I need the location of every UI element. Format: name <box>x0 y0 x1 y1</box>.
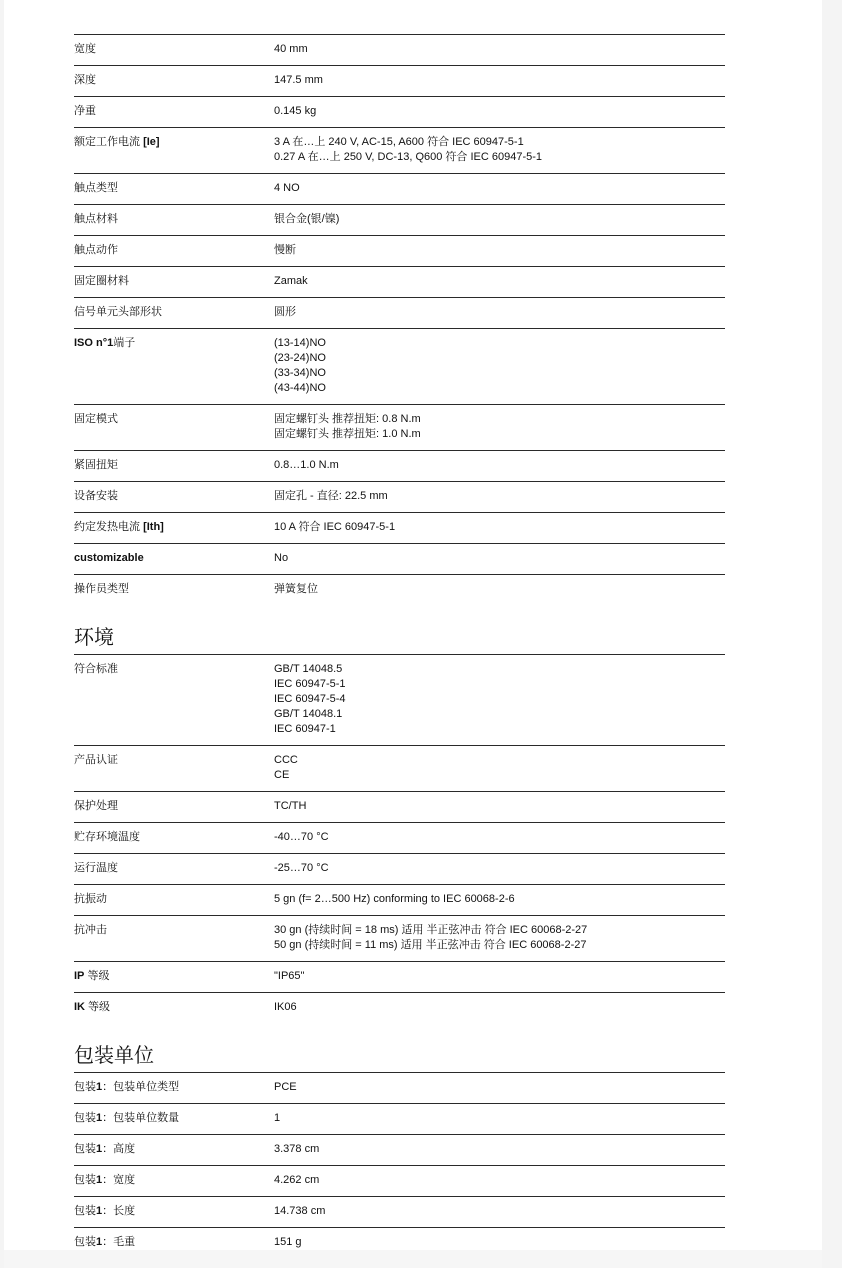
spec-value-line: 147.5 mm <box>274 74 323 86</box>
spec-label: ISO n°1端子 <box>74 337 136 349</box>
spec-value <box>274 861 725 876</box>
spec-value-line: 10 A 符合 IEC 60947-5-1 <box>274 521 396 533</box>
spec-value <box>274 274 725 289</box>
spec-label: 贮存环境温度 <box>74 831 140 843</box>
spec-row <box>74 96 725 127</box>
spec-row <box>74 65 725 96</box>
spec-value <box>274 458 725 473</box>
spec-value <box>274 520 725 535</box>
spec-row <box>74 1196 725 1227</box>
spec-value <box>274 212 725 227</box>
spec-value <box>274 305 725 320</box>
spec-value-line: 40 mm <box>274 43 308 55</box>
spec-label: 宽度 <box>74 43 96 55</box>
spec-label: 额定工作电流 [Ie] <box>74 136 160 148</box>
spec-row <box>74 512 725 543</box>
spec-value <box>274 582 725 597</box>
spec-value-line: 固定孔 - 直径: 22.5 mm <box>274 490 388 502</box>
spec-value <box>274 551 725 566</box>
spec-value <box>274 1142 725 1157</box>
spec-content <box>74 34 725 1258</box>
spec-label: 包装1：长度 <box>74 1205 136 1217</box>
spec-label: 净重 <box>74 105 96 117</box>
spec-value-line: 弹簧复位 <box>274 583 318 595</box>
spec-value-line: 30 gn (持续时间 = 18 ms) 适用 半正弦冲击 符合 IEC 60068-2-27 <box>274 924 588 936</box>
spec-section <box>74 1044 725 1258</box>
spec-value-line: CCC <box>274 754 298 766</box>
spec-value-line: IK06 <box>274 1001 297 1013</box>
spec-value-line: GB/T 14048.1 <box>274 708 343 720</box>
spec-row <box>74 481 725 512</box>
spec-value <box>274 73 725 88</box>
spec-label: 包装1：包装单位类型 <box>74 1081 180 1093</box>
spec-row <box>74 915 725 961</box>
spec-value-line: "IP65" <box>274 970 305 982</box>
spec-value <box>274 923 725 953</box>
spec-value-line: GB/T 14048.5 <box>274 663 343 675</box>
spec-value-line: 0.8…1.0 N.m <box>274 459 339 471</box>
spec-value <box>274 135 725 165</box>
spec-label: IK 等级 <box>74 1001 111 1013</box>
spec-value <box>274 1000 725 1015</box>
spec-label: 触点材料 <box>74 213 118 225</box>
spec-row <box>74 34 725 65</box>
spec-label: 包装1：包装单位数量 <box>74 1112 180 1124</box>
spec-value <box>274 969 725 984</box>
spec-value <box>274 753 725 783</box>
page-footer-strip <box>4 1250 822 1268</box>
spec-row <box>74 822 725 853</box>
spec-row <box>74 543 725 574</box>
spec-label: 设备安装 <box>74 490 118 502</box>
spec-value-line: 固定螺钉头 推荐扭矩: 1.0 N.m <box>274 428 421 440</box>
spec-label: 操作员类型 <box>74 583 129 595</box>
spec-row <box>74 574 725 605</box>
spec-row <box>74 654 725 745</box>
spec-label: 深度 <box>74 74 96 86</box>
spec-value <box>274 662 725 737</box>
spec-row <box>74 884 725 915</box>
spec-value-line: IEC 60947-5-4 <box>274 693 346 705</box>
spec-value-line: (23-24)NO <box>274 352 326 364</box>
spec-label: 保护处理 <box>74 800 118 812</box>
spec-row <box>74 404 725 450</box>
spec-label: 抗冲击 <box>74 924 107 936</box>
spec-label: 固定模式 <box>74 413 118 425</box>
spec-value <box>274 336 725 396</box>
spec-value-line: IEC 60947-1 <box>274 723 336 735</box>
spec-value <box>274 42 725 57</box>
spec-label: 包装1：宽度 <box>74 1174 136 1186</box>
spec-value-line: Zamak <box>274 275 308 287</box>
spec-value-line: 3 A 在…上 240 V, AC-15, A600 符合 IEC 60947-5-1 <box>274 136 524 148</box>
spec-value-line: 5 gn (f= 2…500 Hz) conforming to IEC 60068-2-6 <box>274 893 515 905</box>
spec-row <box>74 173 725 204</box>
spec-value <box>274 489 725 504</box>
spec-row <box>74 961 725 992</box>
spec-row <box>74 745 725 791</box>
spec-label: 触点动作 <box>74 244 118 256</box>
spec-row <box>74 1072 725 1103</box>
spec-label: 紧固扭矩 <box>74 459 118 471</box>
spec-value <box>274 1111 725 1126</box>
spec-value-line: 0.145 kg <box>274 105 317 117</box>
spec-section <box>74 34 725 605</box>
spec-value-line: 1 <box>274 1112 281 1124</box>
spec-label: 符合标准 <box>74 663 118 675</box>
spec-label: 产品认证 <box>74 754 118 766</box>
spec-value <box>274 181 725 196</box>
spec-label: 信号单元头部形状 <box>74 306 162 318</box>
spec-row <box>74 1134 725 1165</box>
spec-value <box>274 243 725 258</box>
spec-row <box>74 266 725 297</box>
spec-value <box>274 1080 725 1095</box>
spec-value-line: PCE <box>274 1081 297 1093</box>
spec-value-line: -40…70 °C <box>274 831 329 843</box>
spec-value <box>274 412 725 442</box>
spec-row <box>74 450 725 481</box>
spec-value-line: 3.378 cm <box>274 1143 320 1155</box>
spec-value-line: (13-14)NO <box>274 337 326 349</box>
spec-label: 约定发热电流 [Ith] <box>74 521 164 533</box>
spec-row <box>74 235 725 266</box>
spec-label: 触点类型 <box>74 182 118 194</box>
spec-value-line: 151 g <box>274 1236 302 1248</box>
spec-label: 抗振动 <box>74 893 107 905</box>
spec-value <box>274 104 725 119</box>
spec-value-line: IEC 60947-5-1 <box>274 678 346 690</box>
spec-value-line: 50 gn (持续时间 = 11 ms) 适用 半正弦冲击 符合 IEC 60068-2-27 <box>274 939 587 951</box>
spec-row <box>74 297 725 328</box>
spec-value-line: 0.27 A 在…上 250 V, DC-13, Q600 符合 IEC 60947-5-1 <box>274 151 543 163</box>
spec-section <box>74 626 725 1023</box>
spec-label: 运行温度 <box>74 862 118 874</box>
spec-value <box>274 1204 725 1219</box>
spec-label: customizable <box>74 552 144 564</box>
spec-value <box>274 1235 725 1250</box>
spec-row <box>74 328 725 404</box>
spec-value <box>274 799 725 814</box>
spec-value-line: 14.738 cm <box>274 1205 326 1217</box>
spec-row <box>74 853 725 884</box>
spec-value-line: 4.262 cm <box>274 1174 320 1186</box>
spec-value-line: 固定螺钉头 推荐扭矩: 0.8 N.m <box>274 413 421 425</box>
spec-value-line: 圆形 <box>274 306 296 318</box>
spec-value-line: TC/TH <box>274 800 307 812</box>
spec-row <box>74 791 725 822</box>
spec-value-line: (43-44)NO <box>274 382 326 394</box>
spec-row <box>74 1165 725 1196</box>
spec-row <box>74 127 725 173</box>
spec-value-line: No <box>274 552 289 564</box>
section-title: 包装单位 <box>74 1045 154 1067</box>
document-page <box>4 0 822 1250</box>
spec-row <box>74 1103 725 1134</box>
spec-label: 包装1：高度 <box>74 1143 136 1155</box>
spec-value-line: 银合金(银/镍) <box>274 213 340 225</box>
spec-value-line: (33-34)NO <box>274 367 326 379</box>
spec-value <box>274 830 725 845</box>
spec-label: 包装1：毛重 <box>74 1236 136 1248</box>
spec-label: IP 等级 <box>74 970 110 982</box>
spec-row <box>74 992 725 1023</box>
spec-value-line: -25…70 °C <box>274 862 329 874</box>
spec-value <box>274 1173 725 1188</box>
spec-value-line: CE <box>274 769 290 781</box>
spec-value-line: 4 NO <box>274 182 300 194</box>
spec-value-line: 慢断 <box>274 244 296 256</box>
spec-value <box>274 892 725 907</box>
spec-label: 固定圈材料 <box>74 275 129 287</box>
section-title: 环境 <box>74 627 114 649</box>
spec-row <box>74 204 725 235</box>
